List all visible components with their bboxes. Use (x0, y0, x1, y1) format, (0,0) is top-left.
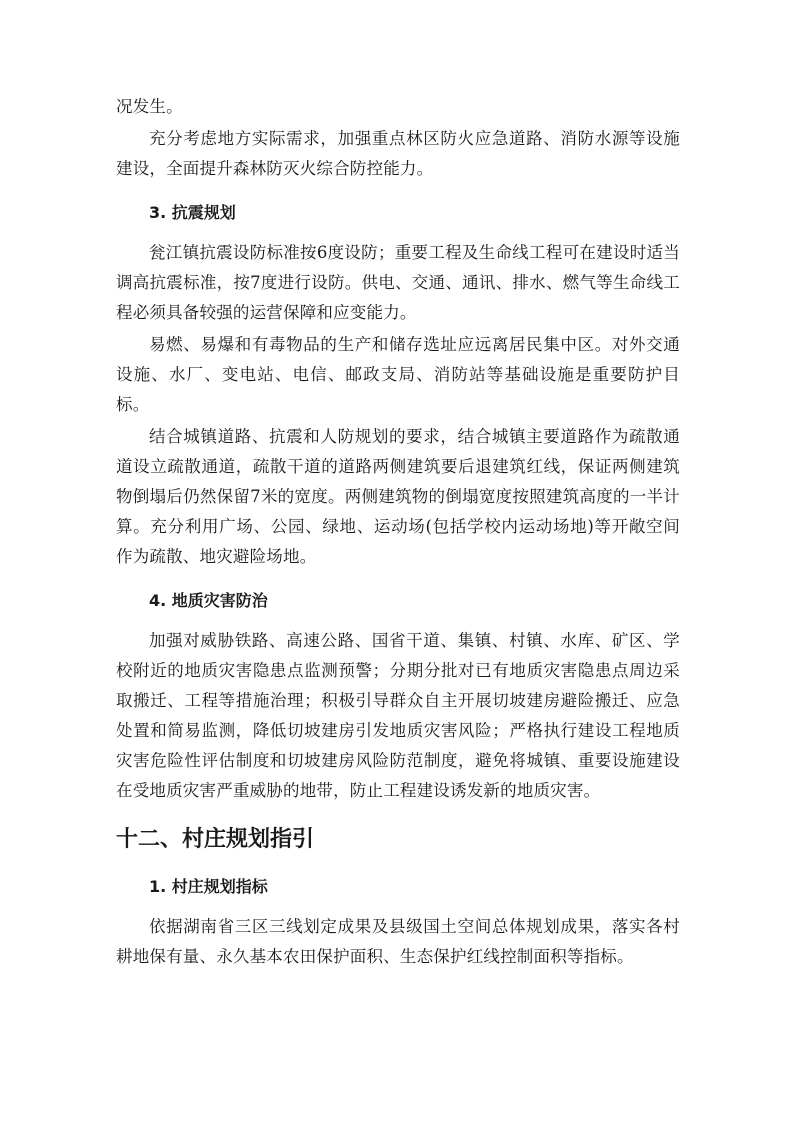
village-indicators-paragraph: 依据湖南省三区三线划定成果及县级国土空间总体规划成果，落实各村耕地保有量、永久基本农田保护面积、生态保护红线控制面积等指标。 (116, 917, 680, 966)
continuation-text: 况发生。 (116, 97, 183, 116)
village-planning-section-title: 十二、村庄规划指引 (116, 827, 315, 852)
seismic-planning-heading: 3. 抗震规划 (149, 203, 236, 222)
village-indicators-heading: 1. 村庄规划指标 (149, 877, 268, 896)
geohazard-paragraph-1: 加强对威胁铁路、高速公路、国省干道、集镇、村镇、水库、矿区、学校附近的地质灾害隐患点监测预警；分期分批对已有地质灾害隐患点周边采取搬迁、工程等措施治理；积极引导群众自主开展切坡建房避险搬迁、应急处置和简易监测，降低切坡建房引发地质灾害风险；严格执行建设工程地质灾害危险性评估制度和切坡建房风险防范制度，避免将城镇、重要设施建设在受地质灾害严重威胁的地带，防止工程建设诱发新的地质灾害。 (116, 631, 680, 800)
seismic-paragraph-2: 易燃、易爆和有毒物品的生产和储存选址应远离居民集中区。对外交通设施、水厂、变电站、电信、邮政支局、消防站等基础设施是重要防护目标。 (116, 335, 680, 414)
geohazard-heading: 4. 地质灾害防治 (149, 591, 268, 610)
fire-prevention-paragraph: 充分考虑地方实际需求，加强重点林区防火应急道路、消防水源等设施建设，全面提升森林防灭火综合防控能力。 (116, 129, 680, 178)
document-page (116, 92, 680, 974)
seismic-paragraph-3: 结合城镇道路、抗震和人防规划的要求，结合城镇主要道路作为疏散通道设立疏散通道，疏散干道的道路两侧建筑要后退建筑红线，保证两侧建筑物倒塌后仍然保留7米的宽度。两侧建筑物的倒塌宽度按照建筑高度的一半计算。充分利用广场、公园、绿地、运动场(包括学校内运动场地)等开敞空间作为疏散、地灾避险场地。 (116, 427, 680, 566)
seismic-paragraph-1: 瓮江镇抗震设防标准按6度设防；重要工程及生命线工程可在建设时适当调高抗震标准，按7度进行设防。供电、交通、通讯、排水、燃气等生命线工程必须具备较强的运营保障和应变能力。 (116, 243, 680, 322)
